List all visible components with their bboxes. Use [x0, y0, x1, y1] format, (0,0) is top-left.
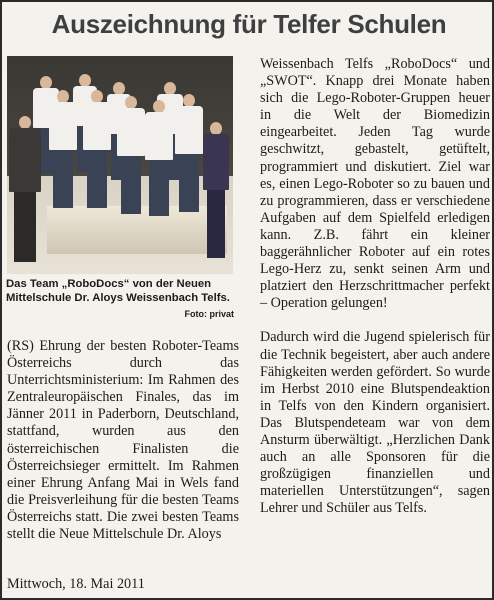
article-column-left	[7, 338, 239, 543]
dateline: Mittwoch, 18. Mai 2011	[7, 576, 145, 592]
photo-caption-text: Das Team „RoboDocs“ von der Neuen Mittelschule Dr. Aloys Weissenbach Telfs.	[6, 278, 230, 304]
photo-person	[175, 94, 203, 214]
photo-credit: Foto: privat	[184, 309, 234, 319]
photo-person	[145, 100, 173, 218]
article-paragraph: Weissenbach Telfs „RoboDocs“ und „SWOT“. Knapp drei Monate haben sich die Lego-Roboter-Gruppen heuer in die Welt der Biomedizin eingearbeitet. Jeden Tag wurde geschwitzt, gebastelt, getüftelt, programmiert und diskutiert. Ziel war es, einen Lego-Roboter so zu bauen und zu programmieren, dass er verschiedene Aufgaben auf dem Spielfeld erledigen kann. Z.B. fährt ein kleiner baggerähnlicher Roboter auf ein rotes Lego-Herz zu, senkt seinen Arm und platziert den Herzschrittmacher perfekt – Operation gelungen!	[260, 56, 490, 312]
article-paragraph: Dadurch wird die Jugend spielerisch für die Technik begeistert, aber auch andere Fähigkeiten werden gefördert. So wurde im Herbst 2010 eine Blutspendeaktion in Telfs von den Kindern organisiert. Das Blutspendeteam war von dem Ansturm überwältigt. „Herzlichen Dank auch an alle Sponsoren für die großzügigen finanziellen und materiellen Unterstützungen“, sagen Lehrer und Schüler aus Telfs.	[260, 329, 490, 517]
photo-person	[83, 90, 111, 210]
team-photo	[7, 56, 233, 274]
headline: Auszeichnung für Telfer Schulen	[51, 9, 447, 39]
photo-caption	[6, 277, 234, 321]
photo-person	[9, 116, 41, 266]
article-paragraph: (RS) Ehrung der besten Roboter-Teams Österreichs durch das Unterrichtsministerium: Im Rahmen des Zentraleuropäischen Finales, das im Jänner 2011 in Paderborn, Deutschland, stattfand, wurden aus den österreichischen Finalisten die Österreichsieger ermittelt. Im Rahmen einer Ehrung Anfang Mai in Wels fand die Preisverleihung für die besten Teams Österreichs statt. Die zwei besten Teams stellt die Neue Mittelschule Dr. Aloys	[7, 338, 239, 543]
photo-person	[49, 90, 77, 210]
photo-person	[203, 122, 229, 262]
photo-person	[117, 96, 145, 216]
article-column-right	[260, 56, 490, 517]
